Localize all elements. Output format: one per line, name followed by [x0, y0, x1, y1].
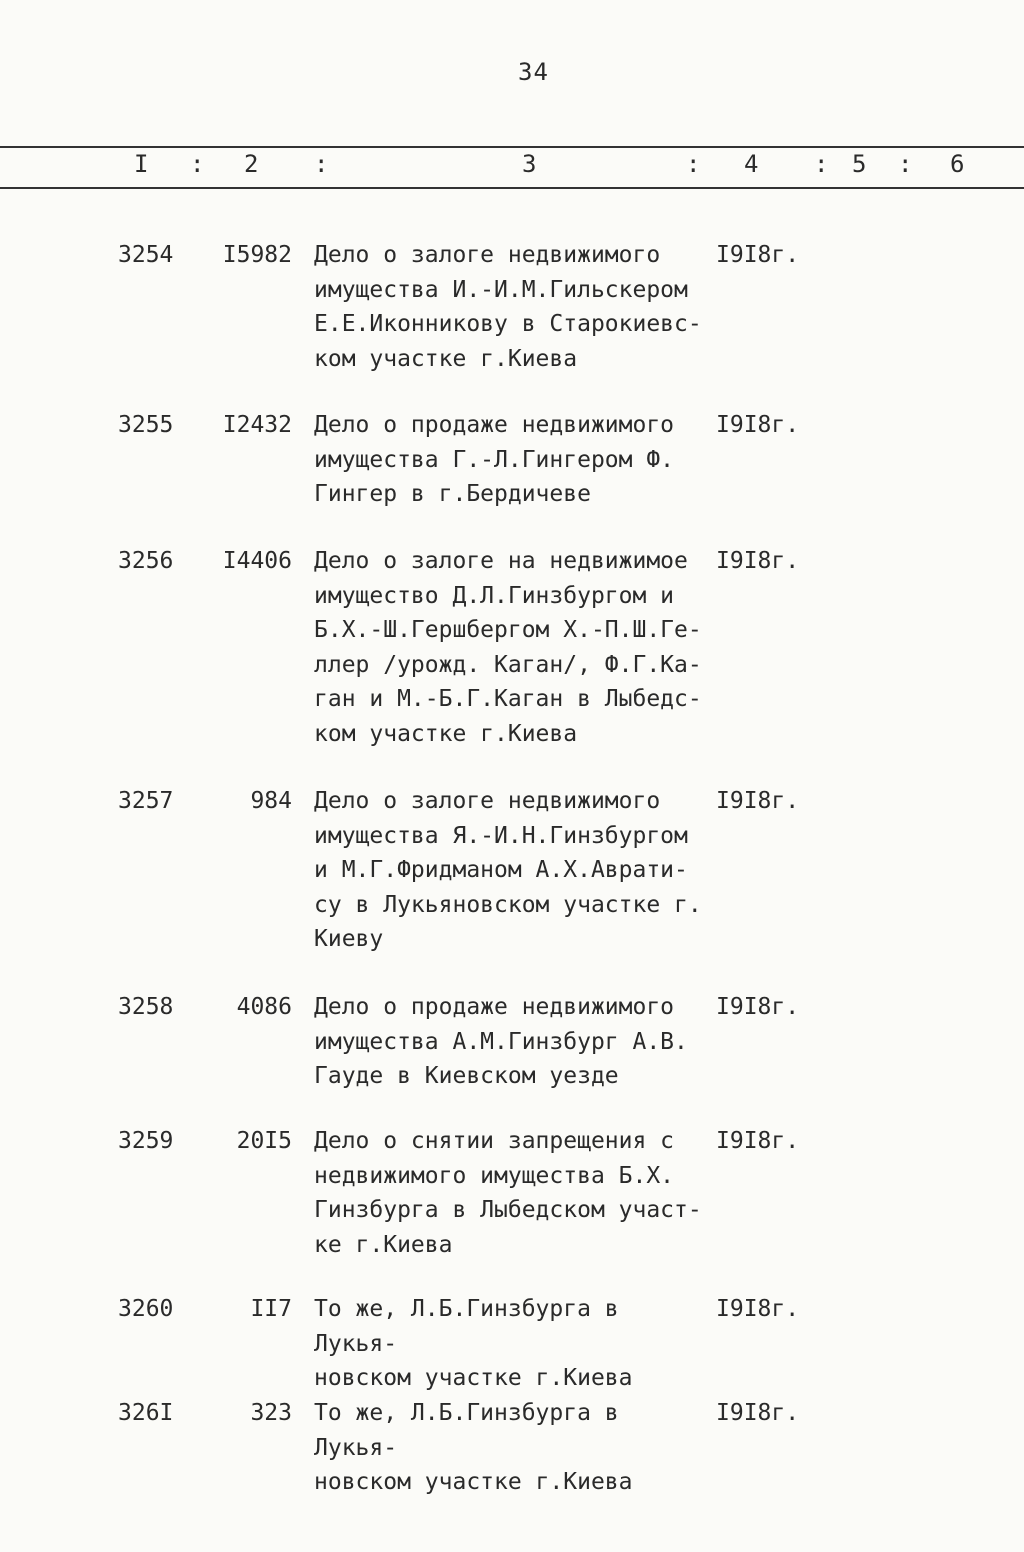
- page-number: 34: [518, 58, 549, 86]
- column-header-3: 3: [522, 150, 537, 178]
- entry-description: Дело о продаже недвижимого имущества А.М.Гинзбург А.В. Гауде в Киевском уезде: [314, 994, 688, 1089]
- column-separator-5: :: [898, 150, 913, 178]
- entry-number: 3255: [118, 412, 174, 438]
- column-header-2: 2: [244, 150, 259, 178]
- entry-number: 3254: [118, 242, 174, 268]
- column-header-1: I: [134, 150, 149, 178]
- column-header-5: 5: [852, 150, 867, 178]
- column-header-row: [0, 150, 1024, 182]
- column-separator-4: :: [814, 150, 829, 178]
- entry-file-number: 323: [250, 1400, 292, 1426]
- entry-file-number: I5982: [222, 242, 292, 268]
- entry-number: 326I: [118, 1400, 174, 1426]
- entry-file-number: 20I5: [236, 1128, 292, 1154]
- column-separator-3: :: [686, 150, 701, 178]
- entry-description: Дело о снятии запрещения с недвижимого имущества Б.Х. Гинзбурга в Лыбедском участ- ке г.Киева: [314, 1128, 702, 1258]
- entry-description: Дело о залоге недвижимого имущества И.-И.М.Гильскером Е.Е.Иконникову в Старокиевс- ком участке г.Киева: [314, 242, 702, 372]
- column-separator-1: :: [190, 150, 205, 178]
- entry-description: Дело о залоге на недвижимое имущество Д.Л.Гинзбургом и Б.Х.-Ш.Гершбергом Х.-П.Ш.Ге- ллер /урожд. Каган/, Ф.Г.Ка- ган и М.-Б.Г.Каган в Лыбедс- ком участке г.Киева: [314, 548, 702, 747]
- entry-file-number: 4086: [236, 994, 292, 1020]
- entry-file-number: II7: [250, 1296, 292, 1322]
- entry-file-number: 984: [250, 788, 292, 814]
- entry-date: I9I8г.: [716, 1400, 800, 1426]
- entry-date: I9I8г.: [716, 548, 800, 574]
- entry-date: I9I8г.: [716, 1296, 800, 1322]
- entry-description: Дело о продаже недвижимого имущества Г.-Л.Гингером Ф. Гингер в г.Бердичеве: [314, 412, 675, 507]
- entry-description: Дело о залоге недвижимого имущества Я.-И.Н.Гинзбургом и М.Г.Фридманом А.Х.Аврати- су в Лукьяновском участке г. Киеву: [314, 788, 702, 952]
- entry-file-number: I4406: [222, 548, 292, 574]
- entry-number: 3256: [118, 548, 174, 574]
- entry-file-number: I2432: [222, 412, 292, 438]
- header-bottom-rule: [0, 187, 1024, 189]
- entry-number: 3260: [118, 1296, 174, 1322]
- entry-date: I9I8г.: [716, 994, 800, 1020]
- entry-number: 3258: [118, 994, 174, 1020]
- entry-description: То же, Л.Б.Гинзбурга в Лукья- новском участке г.Киева: [314, 1296, 633, 1391]
- column-separator-2: :: [314, 150, 329, 178]
- entry-number: 3259: [118, 1128, 174, 1154]
- entry-number: 3257: [118, 788, 174, 814]
- entry-date: I9I8г.: [716, 242, 800, 268]
- entry-date: I9I8г.: [716, 412, 800, 438]
- entry-description: То же, Л.Б.Гинзбурга в Лукья- новском участке г.Киева: [314, 1400, 633, 1495]
- entry-date: I9I8г.: [716, 788, 800, 814]
- column-header-6: 6: [950, 150, 965, 178]
- header-top-rule: [0, 146, 1024, 148]
- entry-date: I9I8г.: [716, 1128, 800, 1154]
- column-header-4: 4: [744, 150, 759, 178]
